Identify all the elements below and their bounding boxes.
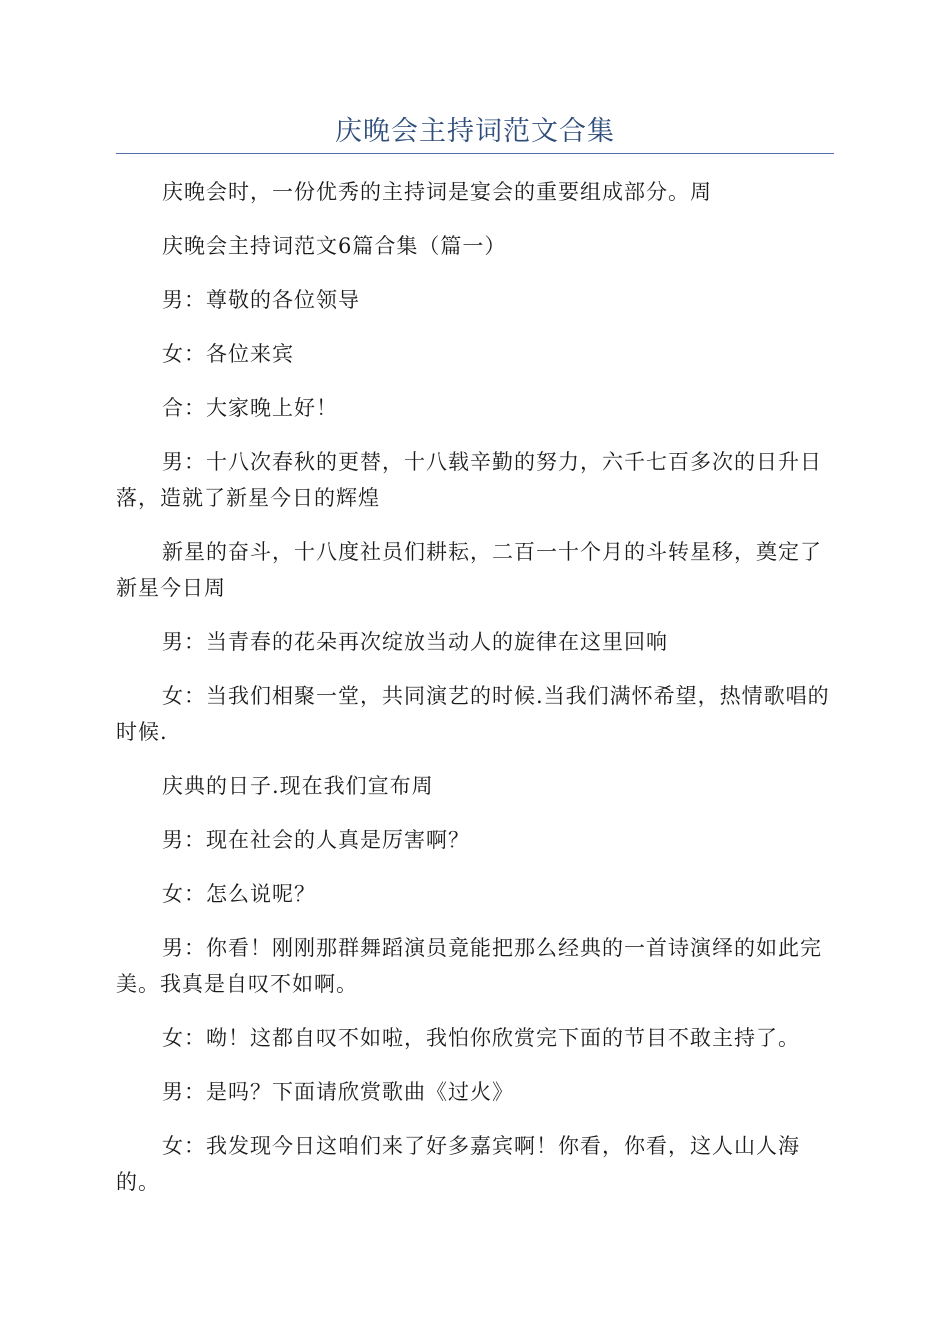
paragraph-heading: 庆晚会主持词范文6篇合集（篇一） (162, 234, 507, 258)
paragraph-line: 男：现在社会的人真是厉害啊？ (162, 828, 470, 852)
paragraph-intro: 庆晚会时，一份优秀的主持词是宴会的重要组成部分。周 (162, 180, 712, 204)
paragraph-line: 男：当青春的花朵再次绽放当动人的旋律在这里回响 (162, 630, 668, 654)
paragraph-line: 女：当我们相聚一堂，共同演艺的时候.当我们满怀希望，热情歌唱的时候. (116, 684, 830, 744)
paragraph-line: 女：我发现今日这咱们来了好多嘉宾啊！你看，你看，这人山人海的。 (116, 1134, 800, 1194)
paragraph-line: 男：十八次春秋的更替，十八载辛勤的努力，六千七百多次的日升日落，造就了新星今日的辉煌 (116, 450, 822, 510)
title-underline (116, 153, 834, 154)
paragraph-line: 男：你看！刚刚那群舞蹈演员竟能把那么经典的一首诗演绎的如此完美。我真是自叹不如啊。 (116, 936, 822, 996)
paragraph-line: 合：大家晚上好！ (162, 396, 338, 420)
paragraph-line: 男：是吗？下面请欣赏歌曲《过火》 (162, 1080, 514, 1104)
paragraph-line: 新星的奋斗，十八度社员们耕耘，二百一十个月的斗转星移，奠定了新星今日周 (116, 540, 822, 600)
paragraph-line: 庆典的日子.现在我们宣布周 (162, 774, 434, 798)
paragraph-line: 女：各位来宾 (162, 342, 294, 366)
paragraph-line: 男：尊敬的各位领导 (162, 288, 360, 312)
document-title: 庆晚会主持词范文合集 (335, 116, 615, 147)
document-body (116, 174, 834, 1218)
paragraph-line: 女：怎么说呢？ (162, 882, 316, 906)
paragraph-line: 女：呦！这都自叹不如啦，我怕你欣赏完下面的节目不敢主持了。 (162, 1026, 800, 1050)
